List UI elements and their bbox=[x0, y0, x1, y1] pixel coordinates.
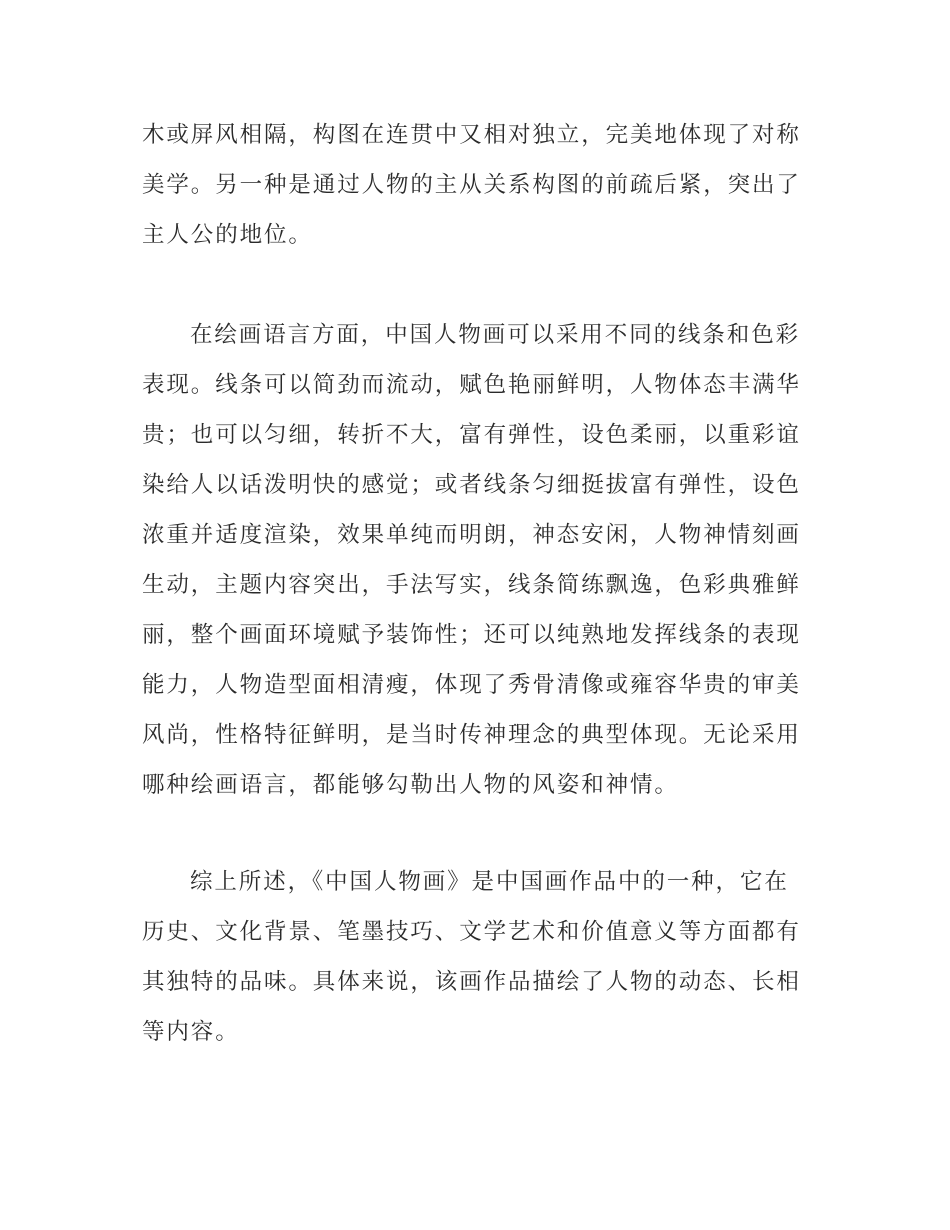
paragraph-line: 贵；也可以匀细，转折不大，富有弹性，设色柔丽，以重彩谊 bbox=[142, 422, 801, 448]
paragraph-line: 在绘画语言方面，中国人物画可以采用不同的线条和色彩 bbox=[190, 322, 801, 348]
paragraph-line: 木或屏风相隔，构图在连贯中又相对独立，完美地体现了对称 bbox=[142, 122, 801, 148]
paragraph-painting-language bbox=[142, 310, 810, 810]
paragraph-line: 表现。线条可以简劲而流动，赋色艳丽鲜明，人物体态丰满华 bbox=[142, 372, 801, 398]
paragraph-line: 综上所述，《中国人物画》是中国画作品中的一种，它在 bbox=[190, 869, 789, 895]
paragraph-line: 染给人以话泼明快的感觉；或者线条匀细挺拔富有弹性，设色 bbox=[142, 472, 801, 498]
paragraph-line: 等内容。 bbox=[142, 1019, 240, 1045]
paragraph-conclusion bbox=[142, 857, 810, 1057]
paragraph-line: 能力，人物造型面相清瘦，体现了秀骨清像或雍容华贵的审美 bbox=[142, 672, 801, 698]
paragraph-line: 其独特的品味。具体来说，该画作品描绘了人物的动态、长相 bbox=[142, 969, 801, 995]
paragraph-line: 主人公的地位。 bbox=[142, 222, 313, 248]
paragraph-line: 哪种绘画语言，都能够勾勒出人物的风姿和神情。 bbox=[142, 772, 679, 798]
paragraph-line: 丽，整个画面环境赋予装饰性；还可以纯熟地发挥线条的表现 bbox=[142, 622, 801, 648]
paragraph-line: 生动，主题内容突出，手法写实，线条简练飘逸，色彩典雅鲜 bbox=[142, 572, 801, 598]
paragraph-continuation bbox=[142, 110, 810, 260]
paragraph-line: 美学。另一种是通过人物的主从关系构图的前疏后紧，突出了 bbox=[142, 172, 801, 198]
paragraph-line: 历史、文化背景、笔墨技巧、文学艺术和价值意义等方面都有 bbox=[142, 919, 801, 945]
paragraph-line: 风尚，性格特征鲜明，是当时传神理念的典型体现。无论采用 bbox=[142, 722, 801, 748]
paragraph-line: 浓重并适度渲染，效果单纯而明朗，神态安闲，人物神情刻画 bbox=[142, 522, 801, 548]
